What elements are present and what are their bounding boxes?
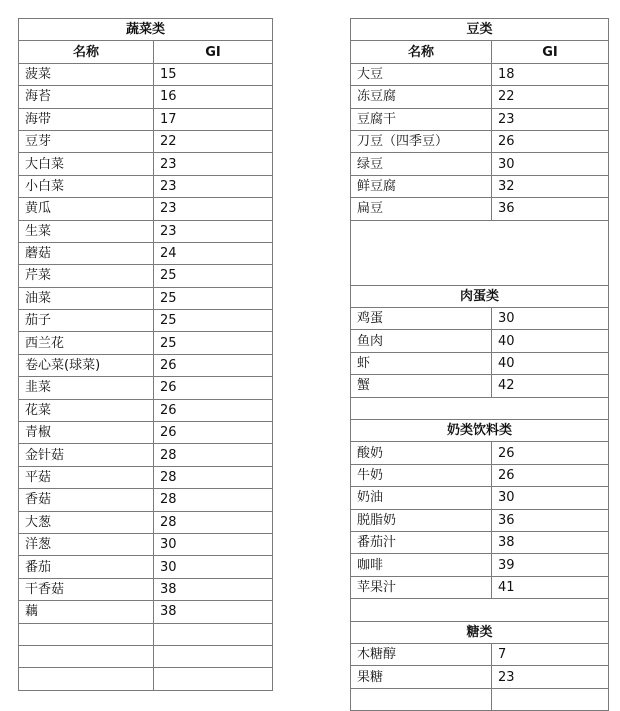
- food-name-cell: 牛奶: [351, 464, 492, 486]
- gi-value-cell: 26: [492, 442, 609, 464]
- table-row: [19, 63, 273, 85]
- food-name-cell: 豆芽: [19, 130, 154, 152]
- gi-value-cell: 30: [154, 556, 273, 578]
- gi-value-cell: 17: [154, 108, 273, 130]
- food-name-cell: 鲜豆腐: [351, 175, 492, 197]
- gi-value-cell: 40: [492, 352, 609, 374]
- empty-row: [19, 668, 273, 690]
- column-header-name: 名称: [19, 41, 154, 63]
- vegetables-table: [18, 18, 273, 691]
- table-row: [351, 352, 609, 374]
- empty-row: [351, 220, 609, 242]
- gi-value-cell: 25: [154, 265, 273, 287]
- empty-cell: [351, 220, 609, 242]
- gi-value-cell: 28: [154, 489, 273, 511]
- table-row: [19, 354, 273, 376]
- gi-value-cell: 30: [492, 487, 609, 509]
- section-row: [351, 621, 609, 643]
- empty-row: [19, 645, 273, 667]
- food-name-cell: 大葱: [19, 511, 154, 533]
- food-name-cell: 苹果汁: [351, 576, 492, 598]
- table-row: [19, 198, 273, 220]
- gi-value-cell: 24: [154, 242, 273, 264]
- table-row: [19, 332, 273, 354]
- gi-value-cell: 23: [154, 175, 273, 197]
- food-name-cell: 茄子: [19, 310, 154, 332]
- gi-value-cell: 28: [154, 466, 273, 488]
- section-title-meat-egg: 肉蛋类: [351, 285, 609, 307]
- table-row: [351, 576, 609, 598]
- table-row: [19, 153, 273, 175]
- gi-value-cell: 18: [492, 63, 609, 85]
- column-header-gi: GI: [154, 41, 273, 63]
- empty-row: [351, 688, 609, 710]
- food-name-cell: 冻豆腐: [351, 86, 492, 108]
- table-row: [19, 556, 273, 578]
- table-row: [19, 265, 273, 287]
- section-title-beans: 豆类: [351, 19, 609, 41]
- food-name-cell: 奶油: [351, 487, 492, 509]
- table-row: [19, 108, 273, 130]
- food-name-cell: 小白菜: [19, 175, 154, 197]
- food-name-cell: 鸡蛋: [351, 308, 492, 330]
- table-row: [19, 533, 273, 555]
- food-name-cell: 蟹: [351, 375, 492, 397]
- food-name-cell: 卷心菜(球菜): [19, 354, 154, 376]
- table-row: [19, 601, 273, 623]
- empty-row: [19, 623, 273, 645]
- gi-value-cell: 25: [154, 310, 273, 332]
- food-name-cell: 蘑菇: [19, 242, 154, 264]
- food-name-cell: 番茄汁: [351, 531, 492, 553]
- gi-value-cell: 30: [492, 153, 609, 175]
- table-row: [19, 377, 273, 399]
- gi-value-cell: 36: [492, 509, 609, 531]
- empty-row: [351, 263, 609, 285]
- food-name-cell: 绿豆: [351, 153, 492, 175]
- food-name-cell: 干香菇: [19, 578, 154, 600]
- table-row: [19, 130, 273, 152]
- food-name-cell: 黄瓜: [19, 198, 154, 220]
- section-row: [351, 420, 609, 442]
- table-row: [19, 578, 273, 600]
- gi-value-cell: 23: [154, 153, 273, 175]
- table-row: [19, 287, 273, 309]
- empty-cell: [19, 645, 154, 667]
- table-row: [351, 130, 609, 152]
- table-row: [19, 242, 273, 264]
- table-row: [351, 531, 609, 553]
- empty-cell: [154, 623, 273, 645]
- table-row: [19, 422, 273, 444]
- empty-cell: [351, 599, 609, 621]
- column-header-gi: GI: [492, 41, 609, 63]
- gi-value-cell: 25: [154, 287, 273, 309]
- gi-value-cell: 7: [492, 643, 609, 665]
- gi-value-cell: 23: [154, 220, 273, 242]
- table-row: [19, 175, 273, 197]
- gi-value-cell: 23: [154, 198, 273, 220]
- food-name-cell: 虾: [351, 352, 492, 374]
- table-row: [351, 86, 609, 108]
- empty-row: [351, 599, 609, 621]
- gi-value-cell: 41: [492, 576, 609, 598]
- table-row: [351, 175, 609, 197]
- table-row: [19, 511, 273, 533]
- food-name-cell: 花菜: [19, 399, 154, 421]
- gi-value-cell: 28: [154, 444, 273, 466]
- column-header-name: 名称: [351, 41, 492, 63]
- table-row: [351, 464, 609, 486]
- table-row: [19, 489, 273, 511]
- food-name-cell: 青椒: [19, 422, 154, 444]
- table-row: [19, 399, 273, 421]
- gi-value-cell: 38: [492, 531, 609, 553]
- food-name-cell: 香菇: [19, 489, 154, 511]
- gi-value-cell: 15: [154, 63, 273, 85]
- gi-value-cell: 25: [154, 332, 273, 354]
- gi-value-cell: 23: [492, 108, 609, 130]
- gi-value-cell: 30: [154, 533, 273, 555]
- table-row: [351, 198, 609, 220]
- table-row: [351, 509, 609, 531]
- food-name-cell: 海苔: [19, 86, 154, 108]
- gi-value-cell: 42: [492, 375, 609, 397]
- empty-cell: [154, 645, 273, 667]
- gi-value-cell: 38: [154, 578, 273, 600]
- gi-value-cell: 26: [492, 130, 609, 152]
- table-row: [19, 86, 273, 108]
- gi-value-cell: 38: [154, 601, 273, 623]
- food-name-cell: 生菜: [19, 220, 154, 242]
- table-row: [351, 153, 609, 175]
- food-name-cell: 番茄: [19, 556, 154, 578]
- food-name-cell: 油菜: [19, 287, 154, 309]
- gi-value-cell: 28: [154, 511, 273, 533]
- empty-cell: [154, 668, 273, 690]
- empty-cell: [19, 623, 154, 645]
- food-gi-table-right: [350, 18, 609, 711]
- table-row: [351, 63, 609, 85]
- table-row: [351, 375, 609, 397]
- food-name-cell: 咖啡: [351, 554, 492, 576]
- table-row: [19, 310, 273, 332]
- gi-value-cell: 26: [154, 377, 273, 399]
- table-row: [19, 466, 273, 488]
- food-name-cell: 西兰花: [19, 332, 154, 354]
- empty-row: [351, 397, 609, 419]
- gi-value-cell: 22: [154, 130, 273, 152]
- gi-value-cell: 30: [492, 308, 609, 330]
- empty-row: [351, 242, 609, 263]
- gi-value-cell: 26: [154, 399, 273, 421]
- gi-value-cell: 26: [154, 354, 273, 376]
- table-row: [351, 330, 609, 352]
- gi-value-cell: 36: [492, 198, 609, 220]
- table-row: [351, 487, 609, 509]
- food-name-cell: 藕: [19, 601, 154, 623]
- food-name-cell: 豆腐干: [351, 108, 492, 130]
- food-name-cell: 酸奶: [351, 442, 492, 464]
- empty-cell: [351, 242, 609, 263]
- food-name-cell: 菠菜: [19, 63, 154, 85]
- food-name-cell: 韭菜: [19, 377, 154, 399]
- gi-value-cell: 39: [492, 554, 609, 576]
- gi-value-cell: 22: [492, 86, 609, 108]
- food-name-cell: 果糖: [351, 666, 492, 688]
- table-row: [351, 554, 609, 576]
- table-row: [19, 220, 273, 242]
- food-name-cell: 平菇: [19, 466, 154, 488]
- section-title-dairy: 奶类饮料类: [351, 420, 609, 442]
- food-name-cell: 木糖醇: [351, 643, 492, 665]
- food-name-cell: 大豆: [351, 63, 492, 85]
- food-name-cell: 扁豆: [351, 198, 492, 220]
- empty-cell: [351, 397, 609, 419]
- food-name-cell: 刀豆（四季豆）: [351, 130, 492, 152]
- table-row: [351, 666, 609, 688]
- empty-cell: [351, 688, 492, 710]
- gi-value-cell: 26: [492, 464, 609, 486]
- empty-cell: [351, 263, 609, 285]
- food-name-cell: 金针菇: [19, 444, 154, 466]
- food-name-cell: 洋葱: [19, 533, 154, 555]
- table-row: [351, 308, 609, 330]
- table-row: [351, 442, 609, 464]
- empty-cell: [19, 668, 154, 690]
- section-title-sugar: 糖类: [351, 621, 609, 643]
- gi-value-cell: 26: [154, 422, 273, 444]
- gi-value-cell: 23: [492, 666, 609, 688]
- empty-cell: [492, 688, 609, 710]
- food-name-cell: 鱼肉: [351, 330, 492, 352]
- food-name-cell: 海带: [19, 108, 154, 130]
- section-title-vegetables: 蔬菜类: [19, 19, 273, 41]
- table-row: [351, 108, 609, 130]
- food-name-cell: 芹菜: [19, 265, 154, 287]
- table-row: [19, 444, 273, 466]
- food-name-cell: 脱脂奶: [351, 509, 492, 531]
- gi-value-cell: 16: [154, 86, 273, 108]
- gi-value-cell: 32: [492, 175, 609, 197]
- section-row: [351, 285, 609, 307]
- food-name-cell: 大白菜: [19, 153, 154, 175]
- table-row: [351, 643, 609, 665]
- gi-value-cell: 40: [492, 330, 609, 352]
